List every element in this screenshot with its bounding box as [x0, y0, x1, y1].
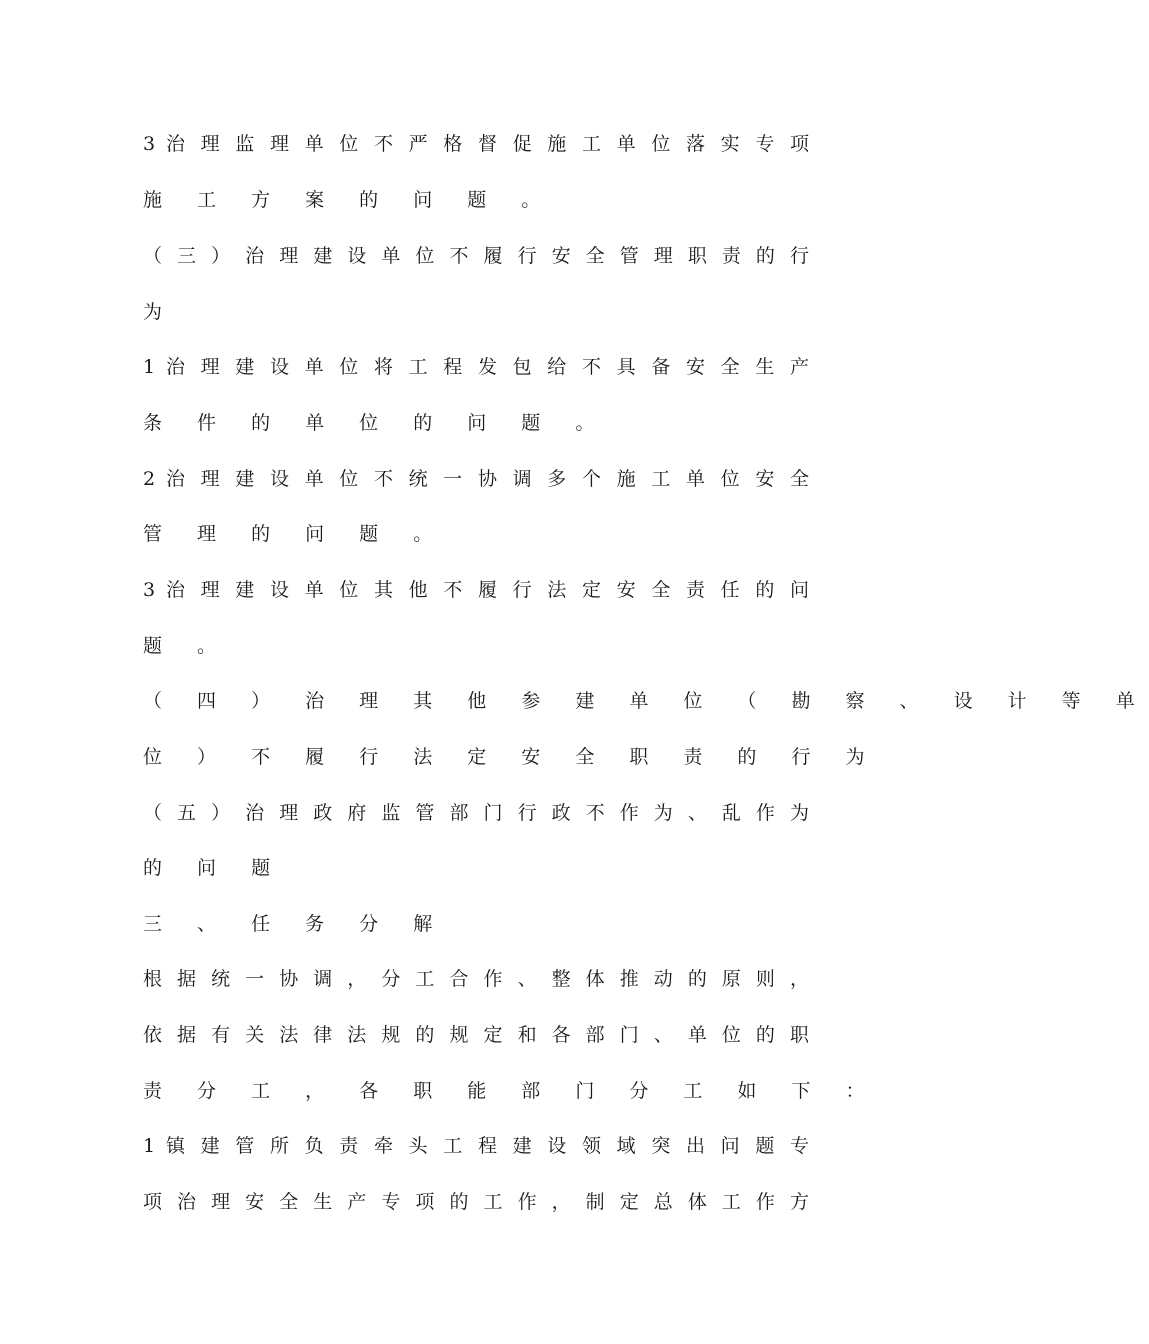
text-line: 题 。 — [143, 635, 231, 657]
text-line: 条 件 的 单 位 的 问 题 。 — [143, 412, 609, 434]
text-line: 项 治 理 安 全 生 产 专 项 的 工 作 ， 制 定 总 体 工 作 方 — [143, 1191, 809, 1213]
text-line: 根 据 统 一 协 调 ， 分 工 合 作 、 整 体 推 动 的 原 则 ， — [143, 968, 809, 990]
text-line: 施 工 方 案 的 问 题 。 — [143, 189, 555, 211]
text-line: 责 分 工 ， 各 职 能 部 门 分 工 如 下 ： — [143, 1080, 880, 1102]
text-line: 1 治 理 建 设 单 位 将 工 程 发 包 给 不 具 备 安 全 生 产 — [143, 356, 809, 378]
text-line: 依 据 有 关 法 律 法 规 的 规 定 和 各 部 门 、 单 位 的 职 — [143, 1024, 809, 1046]
text-line: 1 镇 建 管 所 负 责 牵 头 工 程 建 设 领 域 突 出 问 题 专 — [143, 1135, 809, 1157]
text-line: 管 理 的 问 题 。 — [143, 523, 447, 545]
text-line: 的 问 题 — [143, 857, 285, 879]
text-line: 3 治 理 监 理 单 位 不 严 格 督 促 施 工 单 位 落 实 专 项 — [143, 133, 809, 155]
text-line: 位 ） 不 履 行 法 定 安 全 职 责 的 行 为 — [143, 746, 880, 768]
text-line: （ 四 ） 治 理 其 他 参 建 单 位 （ 勘 察 、 设 计 等 单 — [143, 690, 1149, 712]
text-line: （ 三 ） 治 理 建 设 单 位 不 履 行 安 全 管 理 职 责 的 行 — [143, 245, 809, 267]
text-line: 2 治 理 建 设 单 位 不 统 一 协 调 多 个 施 工 单 位 安 全 — [143, 468, 809, 490]
text-line: 为 — [143, 301, 163, 323]
text-line: 3 治 理 建 设 单 位 其 他 不 履 行 法 定 安 全 责 任 的 问 — [143, 579, 809, 601]
text-line: （ 五 ） 治 理 政 府 监 管 部 门 行 政 不 作 为 、 乱 作 为 — [143, 802, 809, 824]
section-heading: 三 、 任 务 分 解 — [143, 913, 447, 935]
